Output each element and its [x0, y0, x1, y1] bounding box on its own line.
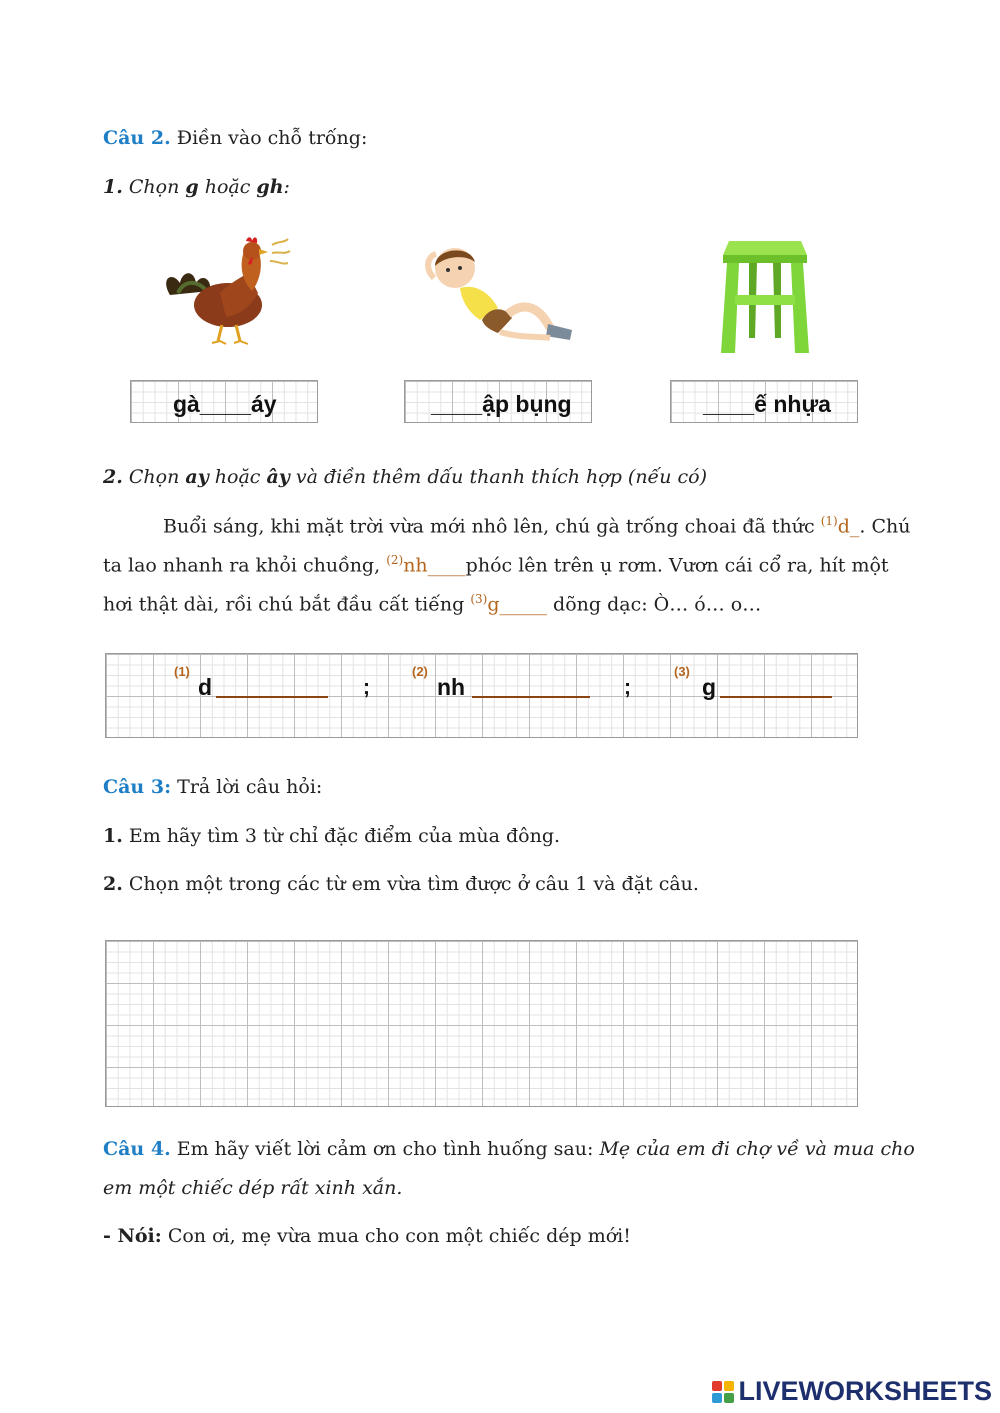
box3-blank: ____ — [703, 391, 755, 417]
answer3-blank[interactable] — [720, 696, 832, 698]
q4-line-2 — [103, 1177, 888, 1199]
answer2-letter: nh — [437, 674, 466, 700]
para-l2b: phóc lên trên ụ rơm. Vươn cái cổ ra, hít một — [465, 554, 889, 577]
box3-post: ế nhựa — [754, 391, 831, 417]
q3-heading — [103, 776, 888, 798]
fill2: nh____ — [403, 554, 466, 577]
q3-item-2 — [103, 873, 888, 895]
part2-ay2: ây — [266, 466, 290, 488]
q3-title: Trả lời câu hỏi: — [177, 776, 323, 798]
para-l1: Buổi sáng, khi mặt trời vừa mới nhô lên, chú gà trống choai đã thức — [163, 515, 821, 538]
fill3: g_____ — [487, 593, 548, 616]
box1-text — [173, 391, 277, 418]
part1-gh: gh — [256, 176, 284, 198]
q4-text: Em hãy viết lời cảm ơn cho tình huống sau: — [176, 1138, 600, 1160]
paragraph-line-2 — [103, 553, 888, 576]
para-l3a: hơi thật dài, rồi chú bắt đầu cất tiếng — [103, 593, 471, 616]
answer-box-2[interactable] — [404, 380, 592, 423]
q4-label: Câu 4. — [103, 1138, 171, 1160]
part2-answer-grid — [105, 653, 858, 738]
answer1-blank[interactable] — [216, 696, 328, 698]
box1-pre: gà — [173, 391, 200, 417]
part1-text-a: Chọn — [128, 176, 186, 198]
box2-text — [431, 391, 572, 418]
q3-item1-num: 1. — [103, 825, 123, 847]
boy-situps-image — [420, 238, 580, 350]
part1-num: 1. — [103, 176, 123, 198]
sup1: (1) — [820, 514, 838, 528]
answer3-letter: g — [702, 674, 717, 700]
answer3-num: (3) — [674, 664, 690, 679]
para-l1-end: . Chú — [859, 515, 911, 538]
plastic-stool-image — [715, 233, 815, 358]
fill1: d_ — [837, 515, 860, 538]
box2-blank: ____ — [431, 391, 483, 417]
para-l3b: dõng dạc: Ò… ó… o… — [547, 593, 762, 616]
q4-italic-a: Mẹ của em đi chợ về và mua cho — [599, 1138, 915, 1160]
q4-say-text: Con ơi, mẹ vừa mua cho con một chiếc dép mới! — [167, 1225, 631, 1247]
paragraph-line-1 — [163, 514, 911, 538]
part1-g: g — [185, 176, 199, 198]
box1-post: áy — [251, 391, 277, 417]
q4-say-label: - Nói: — [103, 1225, 162, 1247]
part1-text-c: : — [283, 176, 290, 198]
q2-heading — [103, 127, 888, 149]
answer1-letter: d — [198, 674, 213, 700]
paragraph-line-3 — [103, 592, 888, 615]
q3-label: Câu 3: — [103, 776, 172, 798]
part2-num: 2. — [103, 466, 123, 488]
para-l2a: ta lao nhanh ra khỏi chuồng, — [103, 554, 387, 577]
liveworksheets-logo — [712, 1376, 992, 1407]
q3-item2-num: 2. — [103, 873, 123, 895]
box3-text — [703, 391, 831, 418]
q3-item2-text: Chọn một trong các từ em vừa tìm được ở câu 1 và đặt câu. — [128, 873, 699, 895]
q4-italic-b: em một chiếc dép rất xinh xắn. — [103, 1177, 403, 1199]
q3-item1-text: Em hãy tìm 3 từ chỉ đặc điểm của mùa đông. — [128, 825, 561, 847]
answer-box-1[interactable] — [130, 380, 318, 423]
logo-text: LIVEWORKSHEETS — [738, 1376, 992, 1406]
answer1-num: (1) — [174, 664, 190, 679]
q4-say-line — [103, 1225, 888, 1247]
q2-label: Câu 2. — [103, 127, 171, 149]
part2-text-c: và điền thêm dấu thanh thích hợp (nếu có) — [289, 466, 708, 488]
answer-box-3[interactable] — [670, 380, 858, 423]
logo-squares-icon — [712, 1381, 734, 1403]
q2-part2-instruction — [103, 466, 888, 488]
part1-text-b: hoặc — [198, 176, 257, 198]
q3-writing-grid[interactable] — [105, 940, 858, 1107]
box1-blank: ____ — [199, 391, 252, 417]
answer2-num: (2) — [412, 664, 428, 679]
q3-item-1 — [103, 825, 888, 847]
sup2: (2) — [386, 553, 404, 567]
part2-ay: ay — [185, 466, 209, 488]
rooster-image — [160, 233, 295, 350]
q4-line-1 — [103, 1138, 915, 1160]
part2-text-b: hoặc — [208, 466, 267, 488]
sup3: (3) — [470, 592, 488, 606]
sep2: ; — [624, 676, 631, 699]
part2-text-a: Chọn — [128, 466, 186, 488]
box2-post: ập bụng — [482, 391, 572, 417]
sep1: ; — [363, 676, 370, 699]
q2-title: Điền vào chỗ trống: — [176, 127, 368, 149]
answer2-blank[interactable] — [472, 696, 590, 698]
q2-part1-instruction — [103, 176, 888, 198]
